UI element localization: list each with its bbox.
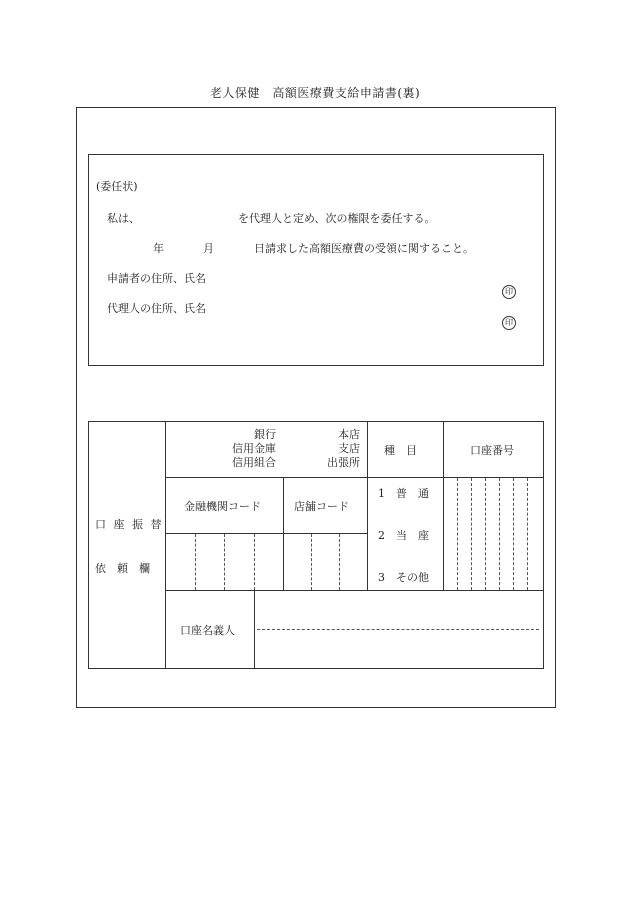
bank-type-kumiai: 信用組合 [232,456,276,469]
branch-type-branch: 支店 [338,442,360,455]
bank-type-list [200,428,276,470]
branch-type-sub: 出張所 [327,456,360,469]
branch-code-digit-divider [339,534,340,590]
side-label-request: 依 頼 欄 [95,562,150,575]
kind-option-ordinary: 1 普 通 [378,487,429,500]
page-title: 老人保健 高額医療費支給申請書(裏) [209,86,421,100]
table-divider [443,422,444,590]
account-number-digit-divider [499,478,500,590]
account-number-digit-divider [527,478,528,590]
proxy-month-label: 月 [203,242,214,255]
proxy-heading: (委任状) [96,180,138,193]
branch-type-head: 本店 [338,428,360,441]
table-divider [254,590,255,668]
account-number-header: 口座番号 [470,444,514,457]
bank-code-digit-divider [224,534,225,590]
bank-code-digit-divider [195,534,196,590]
account-number-digit-divider [457,478,458,590]
proxy-line2-rest: 日請求した高額医療費の受領に関すること。 [254,242,474,255]
agent-seal-mark: 印 [502,316,516,330]
branch-code-label: 店舗コード [294,500,349,513]
account-number-digit-divider [471,478,472,590]
applicant-seal-mark: 印 [502,285,516,299]
account-number-digit-divider [513,478,514,590]
branch-code-digit-divider [311,534,312,590]
kind-header: 種 目 [384,444,417,457]
account-number-digit-divider [485,478,486,590]
bank-type-shinkin: 信用金庫 [232,442,276,455]
table-divider [165,590,543,591]
bank-code-digit-divider [254,534,255,590]
proxy-letter-box [88,154,544,366]
proxy-year-label: 年 [153,242,164,255]
proxy-line1-prefix: 私は、 [107,212,140,225]
agent-label: 代理人の住所、氏名 [107,302,206,315]
bank-code-label: 金融機関コード [184,500,261,513]
applicant-label: 申請者の住所、氏名 [107,272,206,285]
account-holder-line [257,629,539,630]
kind-option-other: 3 その他 [378,571,429,584]
side-label-account-transfer: 口 座 振 替 [95,518,164,531]
proxy-line1-suffix: を代理人と定め、次の権限を委任する。 [238,212,436,225]
kind-option-current: 2 当 座 [378,529,429,542]
branch-type-list [300,428,360,470]
table-divider [165,477,543,478]
table-divider [367,422,368,590]
account-holder-label: 口座名義人 [180,624,235,637]
bank-type-bank: 銀行 [254,428,276,441]
table-divider [165,422,166,668]
